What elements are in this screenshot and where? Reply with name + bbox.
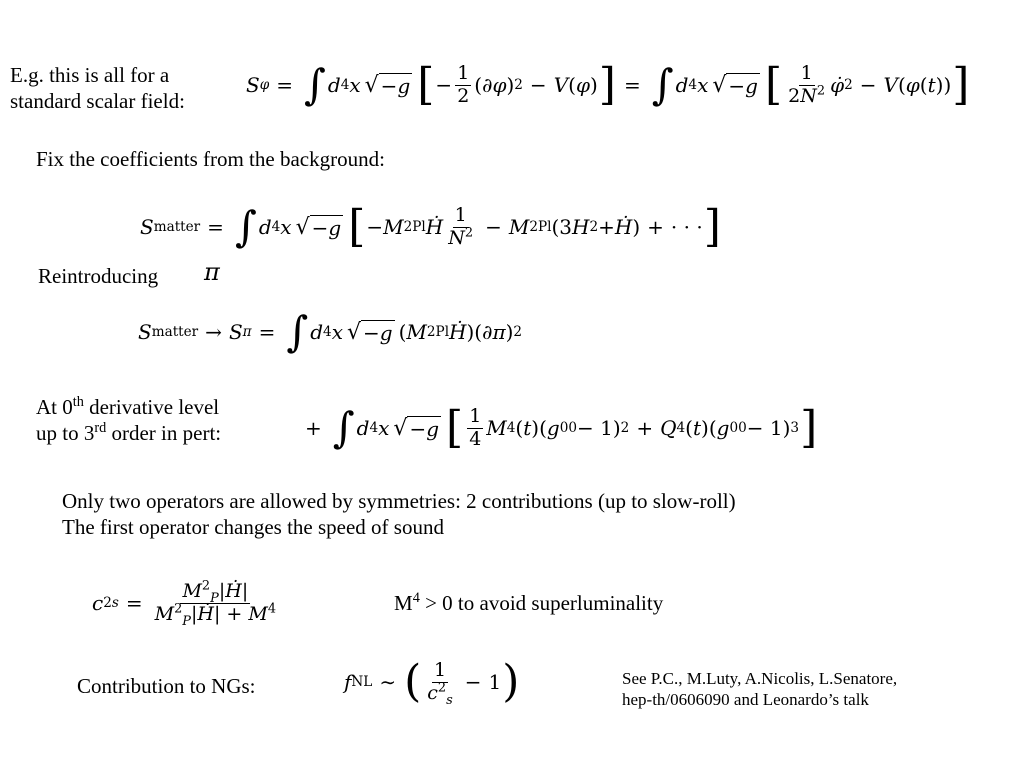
m4-text: M	[394, 591, 413, 615]
symmetries-line2: The first operator changes the speed of sound	[62, 515, 444, 540]
symmetries-line1: Only two operators are allowed by symmetries: 2 contributions (up to slow-roll)	[62, 489, 736, 513]
pi-symbol: π	[204, 258, 220, 286]
reference-line2: hep-th/0606090 and Leonardo’s talk	[622, 690, 869, 710]
derivative-level-label	[36, 394, 221, 447]
at0-text: At 0	[36, 395, 73, 419]
scalar-field-label-line1: E.g. this is all for a	[10, 63, 170, 87]
pi-action-equation: S matter → S π = ∫ d 4 x √ −g ( M 2 Pl Ḣ )(∂ π ) 2	[138, 307, 523, 356]
matter-action-equation: S matter = ∫ d 4 x √ −g [ − M 2 Pl Ḣ $\frac{1}{N^2}$ − M 2 Pl (3 H 2 + Ḣ ) + · · · ]	[140, 201, 721, 252]
reference-note	[622, 668, 897, 711]
m4-rest: > 0 to avoid superluminality	[419, 591, 664, 615]
derivative-level-line2	[36, 420, 221, 446]
reintroducing-label: Reintroducing	[38, 264, 159, 288]
scalar-field-label-line2: standard scalar field:	[10, 89, 185, 114]
derivative-level-line1	[36, 394, 221, 420]
up3-rest: order in pert:	[106, 421, 222, 446]
symmetries-paragraph	[62, 488, 736, 541]
up3-sup: rd	[94, 420, 107, 437]
up3-text: up to 3	[36, 421, 95, 446]
superluminality-note	[394, 590, 663, 616]
at0-rest: derivative level	[83, 395, 220, 419]
sound-speed-equation: c 2 s = $\frac{M^2_P|Ḣ|}{M^2_P|Ḣ| + M^4}$	[92, 578, 277, 629]
m4-sup: 4	[412, 590, 420, 606]
reference-line1: See P.C., M.Luty, A.Nicolis, L.Senatore,	[622, 669, 898, 688]
contribution-label: Contribution to NGs:	[77, 674, 256, 698]
at0-sup: th	[72, 394, 84, 410]
operator-expansion-equation: + ∫ d 4 x √ −g [ $\frac{1}{4}$ M 4 ( t )( g 00 − 1) 2 + Q 4 ( t )( g 00 − 1) 3 ]	[305, 402, 818, 453]
fix-coefficients-label: Fix the coefficients from the background:	[36, 147, 385, 171]
scalar-action-equation: S φ = ∫ d 4 x √ −g [ − $\frac{1}{2}$ (∂ φ ) 2 − V ( φ ) ] = ∫ d 4 x √ −g [ $\frac{1}{2N^2}$ φ̇ 2 − V ( φ ( t )) ]	[246, 59, 970, 110]
scalar-field-label	[10, 62, 185, 115]
fnl-equation: f NL ∼ ( $\frac{1}{c^2_s}$ − 1 )	[344, 656, 520, 708]
